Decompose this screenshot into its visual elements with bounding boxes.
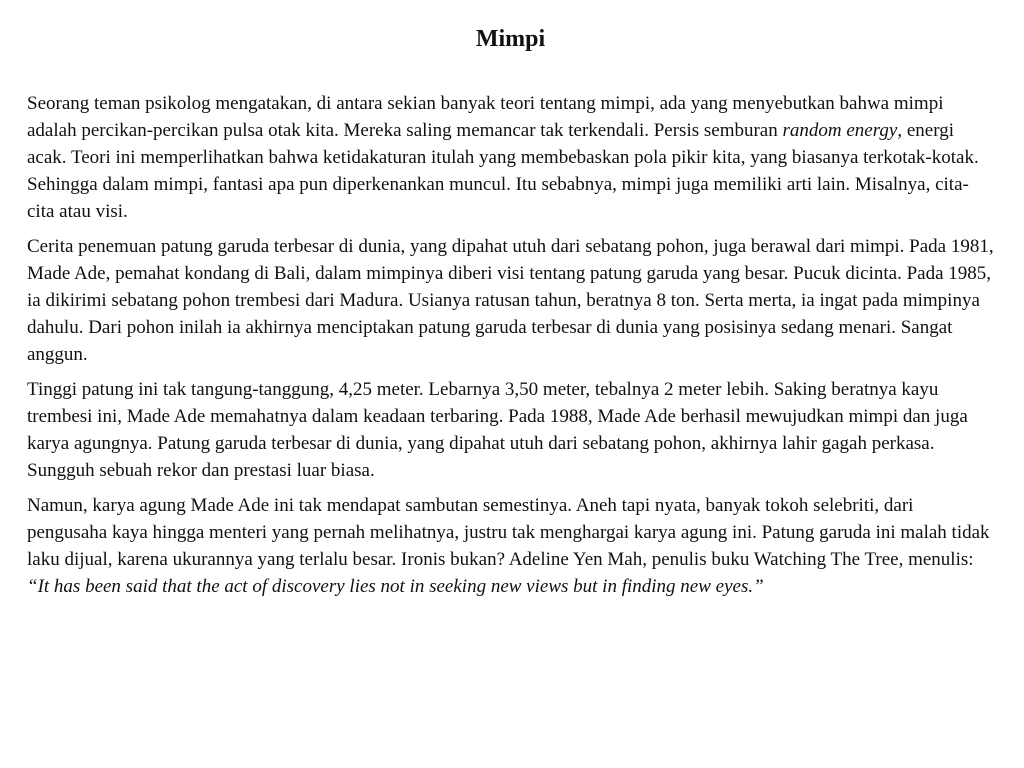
- paragraph-4-italic-quote: “It has been said that the act of discovery lies not in seeking new views but in finding new eyes.”: [27, 576, 764, 597]
- paragraph-1-text-c: , energi acak. Teori ini memperlihatkan bahwa ketidakaturan itulah yang membebaskan pola pikir kita, yang biasanya terkotak-kotak. Sehingga dalam mimpi, fantasi apa pun diperkenankan muncul. Itu sebabnya, mimpi juga memiliki arti lain. Misalnya, cita-cita atau visi.: [27, 120, 979, 222]
- paragraph-2: Cerita penemuan patung garuda terbesar di dunia, yang dipahat utuh dari sebatang pohon, juga berawal dari mimpi. Pada 1981, Made Ade, pemahat kondang di Bali, dalam mimpinya diberi visi tentang patung garuda yang besar. Pucuk dicinta. Pada 1985, ia dikirimi sebatang pohon trembesi dari Madura. Usianya ratusan tahun, beratnya 8 ton. Serta merta, ia ingat pada mimpinya dahulu. Dari pohon inilah ia akhirnya menciptakan patung garuda terbesar di dunia yang posisinya sedang menari. Sangat anggun.: [27, 236, 994, 365]
- paragraph-4: [27, 492, 994, 600]
- paragraph-3: Tinggi patung ini tak tangung-tanggung, 4,25 meter. Lebarnya 3,50 meter, tebalnya 2 meter lebih. Saking beratnya kayu trembesi ini, Made Ade memahatnya dalam keadaan terbaring. Pada 1988, Made Ade berhasil mewujudkan mimpi dan juga karya agungnya. Patung garuda terbesar di dunia, yang dipahat utuh dari sebatang pohon, akhirnya lahir gagah perkasa. Sungguh sebuah rekor dan prestasi luar biasa.: [27, 379, 968, 481]
- paragraph-1: [27, 90, 994, 225]
- page-title: Mimpi: [475, 26, 546, 52]
- paragraph-1-text-a: Seorang teman psikolog mengatakan, di antara sekian banyak teori tentang mimpi, ada yang menyebutkan bahwa mimpi adalah percikan-percikan pulsa otak kita. Mereka saling memancar tak terkendali. Persis semburan: [27, 93, 944, 141]
- paragraph-1-italic-phrase: random energy: [782, 120, 898, 141]
- paragraph-4-text-a: Namun, karya agung Made Ade ini tak mendapat sambutan semestinya. Aneh tapi nyata, banyak tokoh selebriti, dari pengusaha kaya hingga menteri yang pernah melihatnya, justru tak menghargai karya agung ini. Patung garuda ini malah tidak laku dijual, karena ukurannya yang terlalu besar. Ironis bukan? Adeline Yen Mah, penulis buku Watching The Tree, menulis:: [27, 495, 990, 570]
